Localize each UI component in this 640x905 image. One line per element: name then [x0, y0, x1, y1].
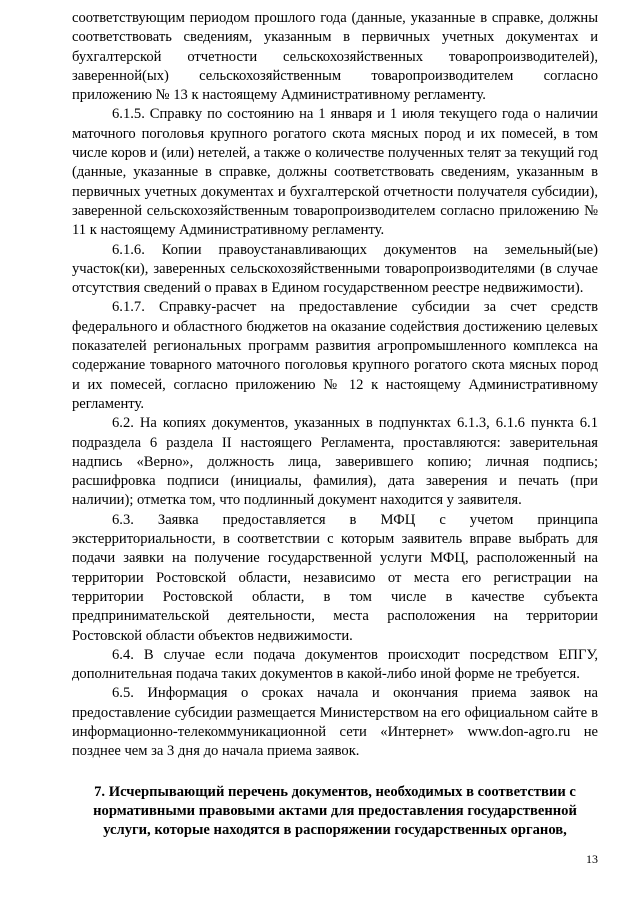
paragraph-6-2: 6.2. На копиях документов, указанных в подпунктах 6.1.3, 6.1.6 пункта 6.1 подраздела 6 раздела II настоящего Регламента, проставляются: заверительная надпись «Верно», должность лица, заверившего копию; личная подпись; расшифровка подписи (инициалы, фамилия), дата заверения и печать (при наличии); отметка том, что подлинный документ находится у заявителя.: [72, 415, 598, 509]
paragraph-6-5: 6.5. Информация о сроках начала и окончания приема заявок на предоставление субсидии размещается Министерством на его официальном сайте в информационно-телекоммуникационной сети «Интернет» www.don-agro.ru не позднее чем за 3 дня до начала приема заявок.: [72, 685, 598, 760]
paragraph-continuation: соответствующим периодом прошлого года (данные, указанные в справке, должны соответствовать сведениям, указанным в первичных учетных документах и бухгалтерской отчетности сельскохозяйственных товаропроизводителей), заверенной(ых) сельскохозяйственным товаропроизводителем согласно приложению № 13 к настоящему Административному регламенту.: [72, 10, 598, 104]
section-7-heading: 7. Исчерпывающий перечень документов, необходимых в соответствии с нормативными правовыми актами для предоставления государственной услуги, которые находятся в распоряжении государственных органов,: [93, 783, 577, 839]
paragraph-6-1-7: 6.1.7. Справку-расчет на предоставление субсидии за счет средств федерального и областного бюджетов на оказание содействия достижению целевых показателей региональных программ развития агропромышленного комплекса на содержание товарного маточного поголовья крупного рогатого скота мясных пород и их помесей, согласно приложению № 12 к настоящему Административному регламенту.: [72, 299, 598, 412]
paragraph-6-1-5: 6.1.5. Справку по состоянию на 1 января и 1 июля текущего года о наличии маточного поголовья крупного рогатого скота мясных пород и их помесей, в том числе коров и (или) нетелей, а также о количестве полученных телят за текущий год (данные, указанные в справке, должны соответствовать сведениям, указанным в первичных учетных документах и бухгалтерской отчетности получателя субсидии), заверенной сельскохозяйственным товаропроизводителем согласно приложению № 11 к настоящему Административному регламенту.: [72, 106, 598, 239]
paragraph-6-1-6: 6.1.6. Копии правоустанавливающих документов на земельный(ые) участок(ки), заверенных сельскохозяйственными товаропроизводителями (в случае отсутствия сведений о правах в Едином государственном реестре недвижимости).: [72, 241, 598, 297]
page-number: 13: [586, 852, 598, 866]
paragraph-6-3: 6.3. Заявка предоставляется в МФЦ с учетом принципа экстерриториальности, в соответствии с которым заявитель вправе выбрать для подачи заявки на получение государственной услуги МФЦ, расположенный на территории Ростовской области, независимо от места его регистрации на территории Ростовской области, в том числе в качестве субъекта предпринимательской деятельности, места расположения на территории Ростовской области объектов недвижимости.: [72, 511, 598, 644]
paragraph-6-4: 6.4. В случае если подача документов происходит посредством ЕПГУ, дополнительная подача таких документов в какой-либо иной форме не требуется.: [72, 646, 598, 683]
